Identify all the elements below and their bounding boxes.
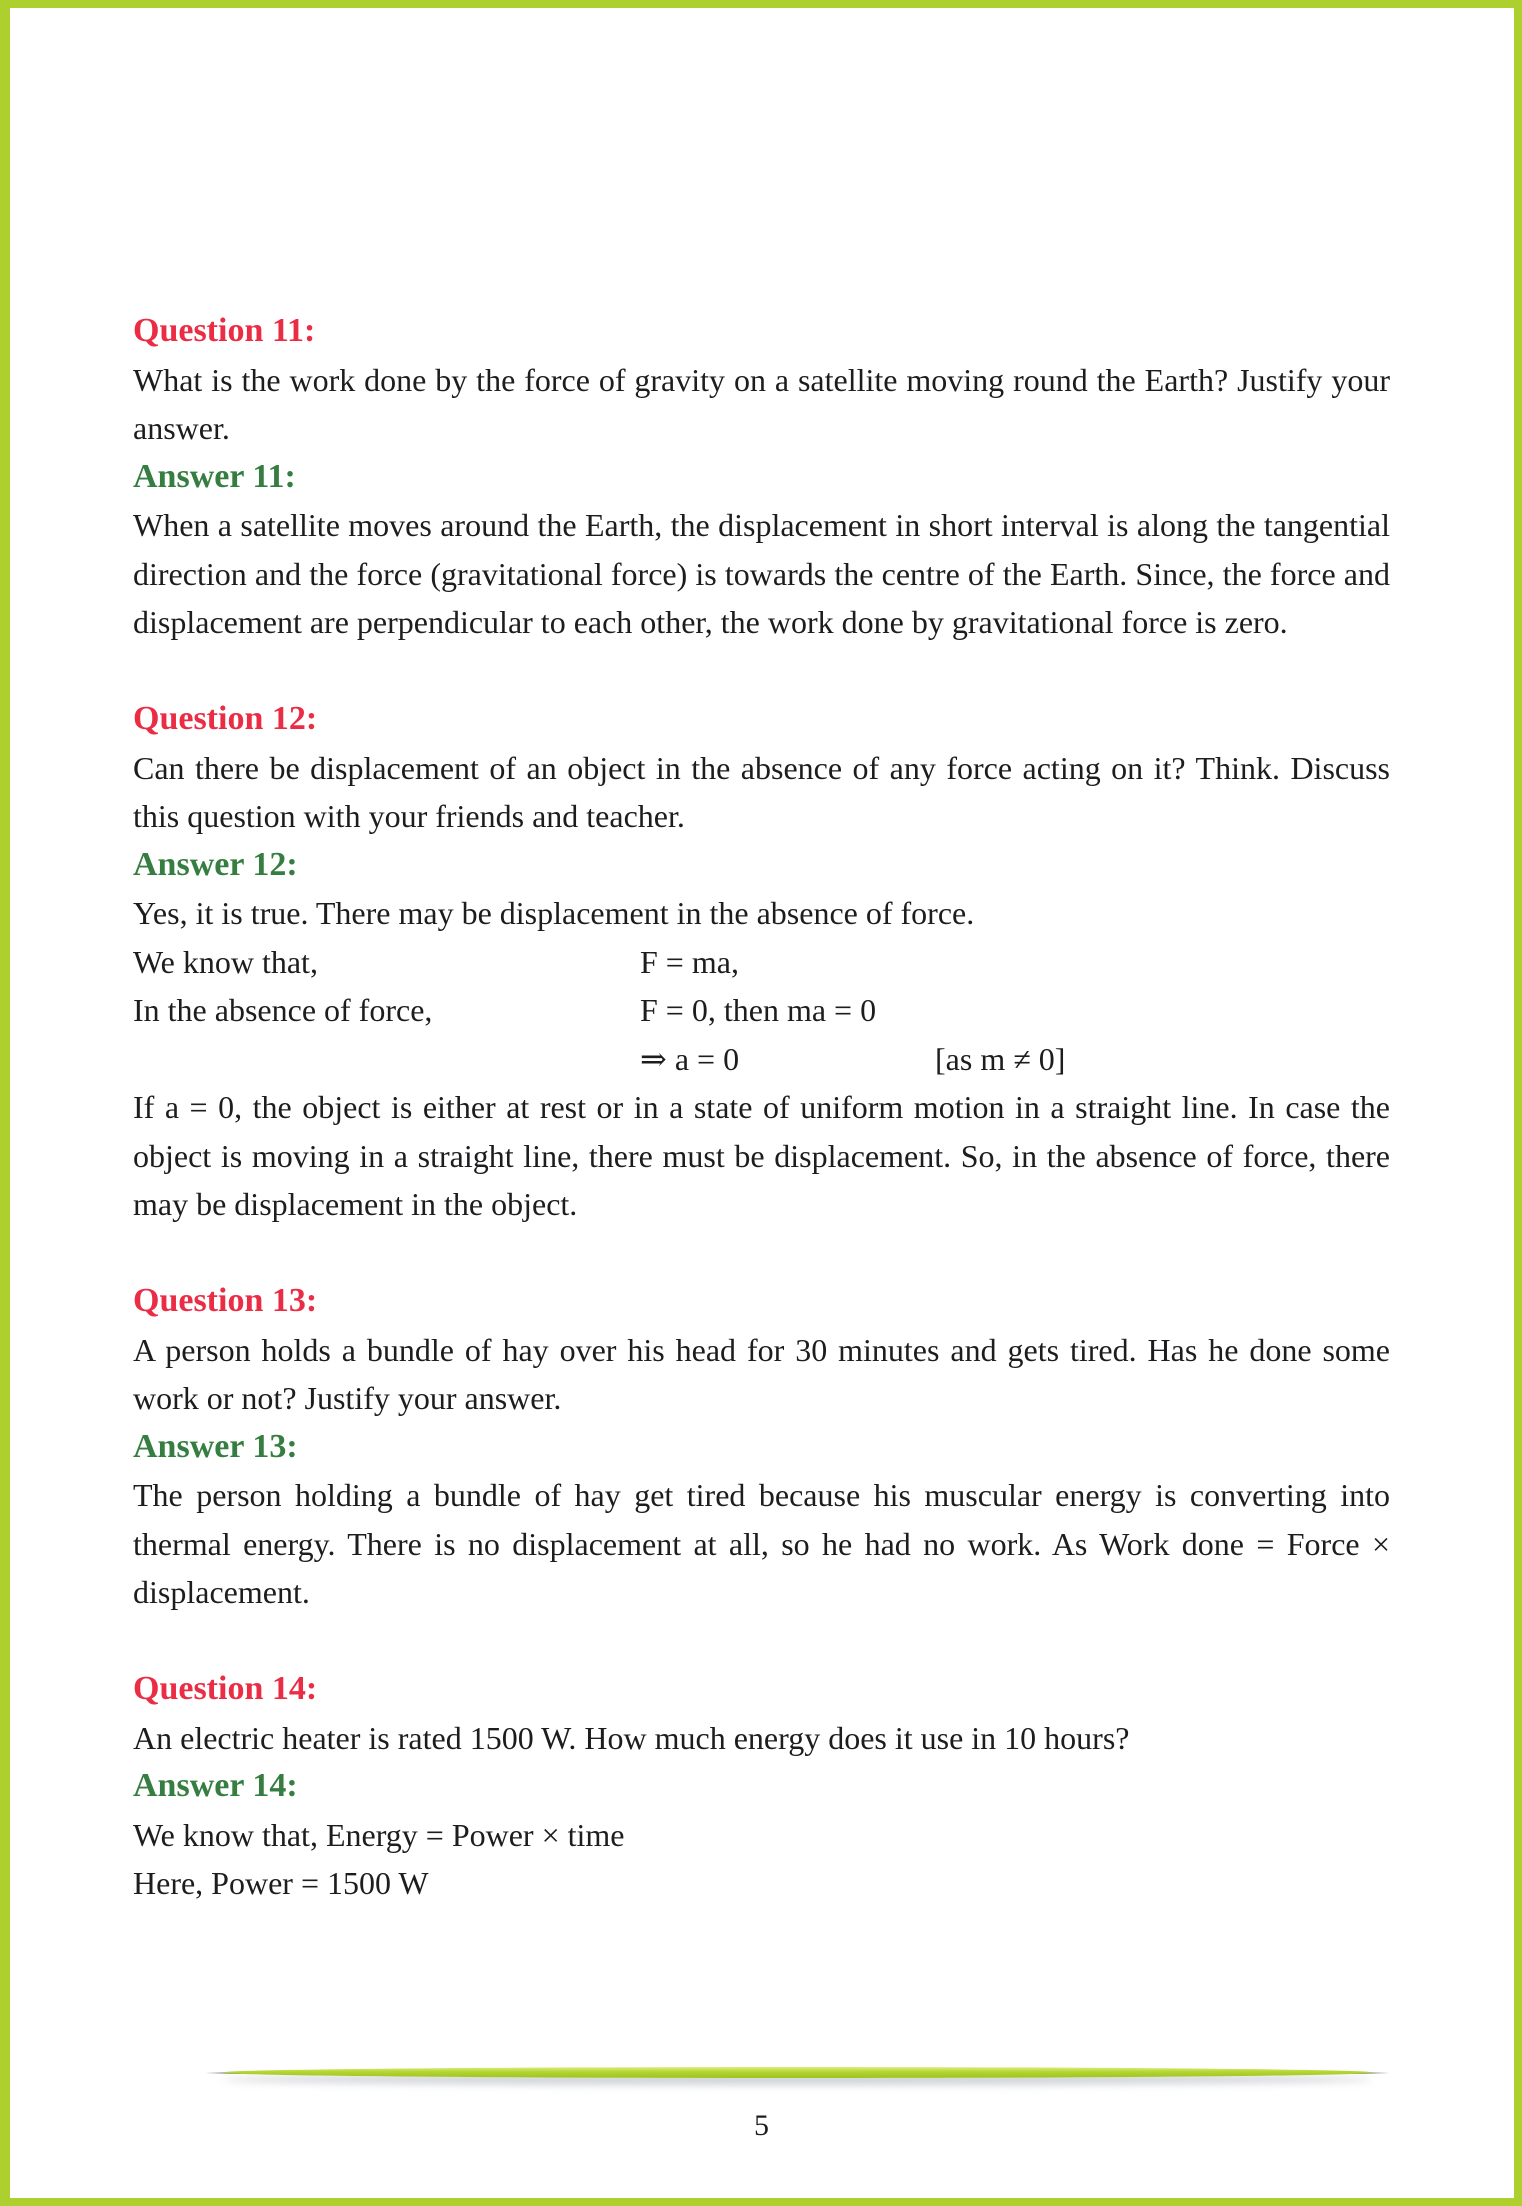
question-14-heading: Question 14: [133, 1670, 318, 1707]
qa-block-question-14 [133, 1665, 1390, 1908]
qa-block-question-11 [133, 307, 1390, 647]
derivation-row [133, 938, 1390, 987]
derivation-label: We know that, [133, 943, 318, 980]
question-14-text: An electric heater is rated 1500 W. How much energy does it use in 10 hours? [133, 1719, 1130, 1756]
qa-block-question-12 [133, 695, 1390, 1229]
answer-12-text: If a = 0, the object is either at rest or in a state of uniform motion in a straight line. In case the object is moving in a straight line, there must be displacement. So, in the absence of force, there may be displacement in the object. [133, 1089, 1390, 1222]
question-11-text: What is the work done by the force of gravity on a satellite moving round the Earth? Justify your answer. [133, 361, 1390, 446]
derivation-row [133, 986, 1390, 1035]
derivation-formula: F = 0, then ma = 0 [640, 992, 877, 1028]
answer-14-line: We know that, Energy = Power × time [133, 1816, 625, 1853]
qa-block-question-13 [133, 1277, 1390, 1617]
answer-12-intro: Yes, it is true. There may be displacement in the absence of force. [133, 895, 975, 931]
question-13-heading: Question 13: [133, 1282, 318, 1319]
derivation-label: In the absence of force, [133, 992, 433, 1028]
answer-11-text: When a satellite moves around the Earth, the displacement in short interval is along the tangential direction and the force (gravitational force) is towards the centre of the Earth. Since, the force and displacement are perpendicular to each other, the work done by gravitational force is zero. [133, 507, 1390, 640]
answer-11-heading: Answer 11: [133, 457, 296, 495]
question-13-text: A person holds a bundle of hay over his head for 30 minutes and gets tired. Has he done some work or not? Justify your answer. [133, 1331, 1390, 1416]
question-12-text: Can there be displacement of an object in the absence of any force acting on it? Think. Discuss this question with your friends and teacher. [133, 749, 1390, 834]
question-11-heading: Question 11: [133, 312, 316, 349]
derivation-row [133, 1035, 1390, 1084]
answer-14-line: Here, Power = 1500 W [133, 1865, 429, 1901]
page-content [133, 307, 1390, 1908]
divider-lens-shape [223, 2067, 1372, 2078]
answer-14-heading: Answer 14: [133, 1767, 298, 1804]
derivation-formula: F = ma, [640, 943, 739, 980]
answer-12-heading: Answer 12: [133, 845, 298, 883]
footer-divider [205, 2060, 1390, 2086]
answer-13-text: The person holding a bundle of hay get tired because his muscular energy is converting into thermal energy. There is no displacement at all, so he had no work. As Work done = Force × displacement. [133, 1477, 1390, 1610]
question-12-heading: Question 12: [133, 700, 318, 737]
derivation-formula: ⇒ a = 0 [640, 1040, 740, 1077]
answer-13-heading: Answer 13: [133, 1427, 298, 1465]
derivation-note: [as m ≠ 0] [935, 1040, 1066, 1077]
page-number: 5 [754, 2109, 769, 2142]
